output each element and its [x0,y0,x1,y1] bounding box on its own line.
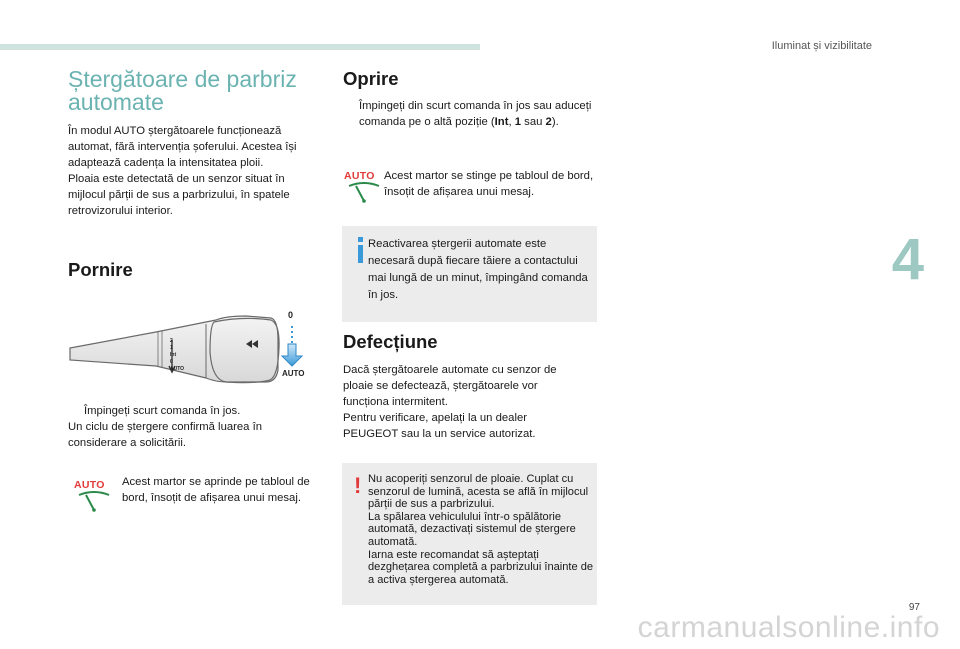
start-step [68,403,318,419]
stop-instructions [343,98,593,130]
fault-heading: Defecțiune [343,331,438,352]
stalk-position-label: 2 [170,338,173,344]
intro-text: În modul AUTO ștergătoarele funcționează automat, fără intervenția șoferului. Acestea își adaptează cadența la intensitatea ploii. [68,125,297,169]
stalk-position-label: 1 [170,345,173,351]
stalk-position-label: Int [170,352,177,358]
fault-paragraph [343,362,583,442]
warning-note-text: Nu acoperiți senzorul de ploaie. Cuplat cu senzorul de lumină, acesta se află în mijlocul părții de sus a parbrizului. La spălarea vehiculului într-o spălătorie automată, dezactivați sistemul de ștergere automată. Iarna este recomandat să așteptați dezghețarea completă a parbrizului înainte de a activa ștergerea automată. [368,473,594,586]
info-note-text: Reactivarea ștergerii automate este necesară după fiecare tăiere a contactului mai lungă de un minut, împingând comanda în jos. [368,238,588,301]
stop-heading: Oprire [343,68,399,89]
bullet-icon [68,403,84,419]
auto-wiper-warning-lamp-icon [74,479,114,519]
start-step-text: Împingeți scurt comanda în jos. [84,405,241,417]
auto-wiper-warning-lamp-icon [344,170,384,210]
start-note: Un ciclu de ștergere confirmă luarea în considerare a solicitării. [68,421,263,449]
intro-paragraph [68,123,318,219]
header-accent-bar [0,44,480,50]
stop-step [343,98,593,130]
lamp-off-text: Acest martor se stinge pe tabloul de bord, însoțit de afișarea unui mesaj. [384,170,594,198]
warning-icon: ! [354,473,362,498]
lamp-on-text: Acest martor se aprinde pe tabloul de bord, însoțit de afișarea unui mesaj. [122,476,310,504]
chapter-number: 4 [891,227,924,292]
stalk-position-label: 0 [170,359,173,365]
watermark: carmanualsonline.info [637,611,940,644]
start-instructions [68,403,318,451]
chapter-title: Iluminat și vizibilitate [771,40,872,52]
fault-text: Dacă ștergătoarele automate cu senzor de ploaie se defectează, ștergătoarele vor funcționa intermitent. [343,364,557,408]
warning-note-box [342,463,597,605]
stalk-bottom-label: AUTO [282,369,305,378]
auto-lamp-label: AUTO [74,479,105,491]
section-title: Ștergătoare de parbriz automate [68,66,297,115]
start-heading: Pornire [68,259,133,280]
stop-step-text: Împingeți din scurt comanda în jos sau aduceți comanda pe o altă poziție (Int, 1 sau 2). [359,100,592,128]
info-icon [356,237,366,263]
auto-lamp-label: AUTO [344,170,375,182]
bullet-icon [343,98,359,130]
intro-text-2: Ploaia este detectată de un senzor situat în mijlocul părții de sus a parbrizului, în spatele retrovizorului interior. [68,173,290,217]
info-note-box [342,226,597,322]
stalk-position-label: AUTO [170,366,185,372]
stalk-top-label: 0 [288,310,294,320]
wiper-stalk-illustration [66,300,316,396]
fault-text-2: Pentru verificare, apelați la un dealer PEUGEOT sau la un service autorizat. [343,412,536,440]
page-number: 97 [908,602,920,613]
